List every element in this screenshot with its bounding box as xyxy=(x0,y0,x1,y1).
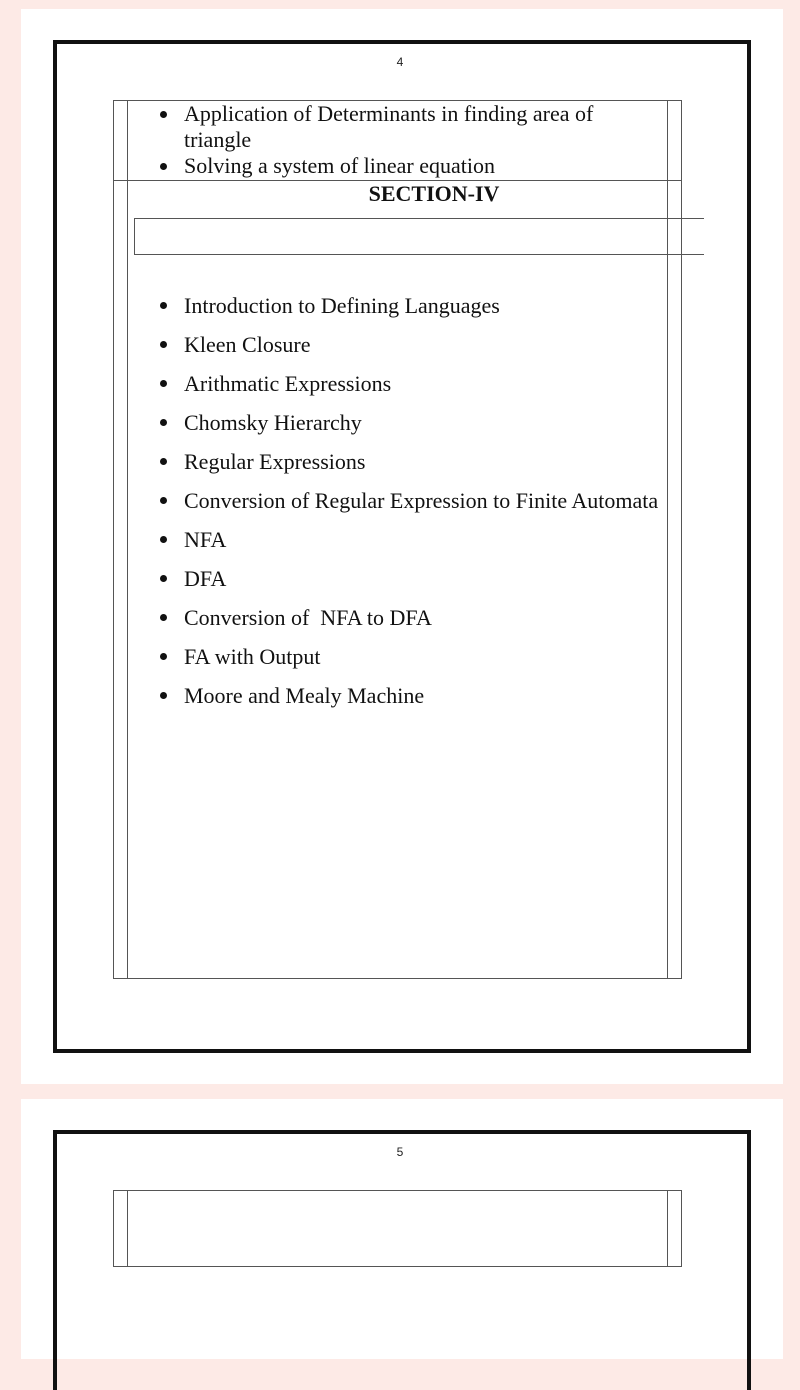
list-item: Regular Expressions xyxy=(160,448,660,476)
table-rule xyxy=(113,978,682,979)
list-item: Solving a system of linear equation xyxy=(160,153,620,179)
table-rule xyxy=(127,100,128,979)
list-item: NFA xyxy=(160,526,660,554)
list-item: Application of Determinants in finding area of triangle xyxy=(160,101,620,153)
list-item: Introduction to Defining Languages xyxy=(160,292,660,320)
list-item: Kleen Closure xyxy=(160,331,660,359)
section-heading-text: SECTION-IV xyxy=(368,181,500,206)
list-item: Arithmatic Expressions xyxy=(160,370,660,398)
list-item: DFA xyxy=(160,565,660,593)
table-empty-row xyxy=(113,1190,682,1267)
top-topic-list xyxy=(160,101,620,179)
page-number: 5 xyxy=(396,1145,404,1159)
table-rule xyxy=(667,218,668,255)
section-heading xyxy=(114,181,754,207)
list-item: FA with Output xyxy=(160,643,660,671)
section-topic-list xyxy=(160,292,660,721)
table-rule xyxy=(667,1190,668,1267)
table-empty-row xyxy=(134,218,704,255)
table-rule xyxy=(113,100,114,979)
table-rule xyxy=(127,1190,128,1267)
page-number: 4 xyxy=(396,55,404,69)
list-item: Conversion of Regular Expression to Finite Automata xyxy=(160,487,660,515)
list-item: Conversion of NFA to DFA xyxy=(160,604,660,632)
list-item: Chomsky Hierarchy xyxy=(160,409,660,437)
list-item: Moore and Mealy Machine xyxy=(160,682,660,710)
table-rule xyxy=(681,218,682,255)
